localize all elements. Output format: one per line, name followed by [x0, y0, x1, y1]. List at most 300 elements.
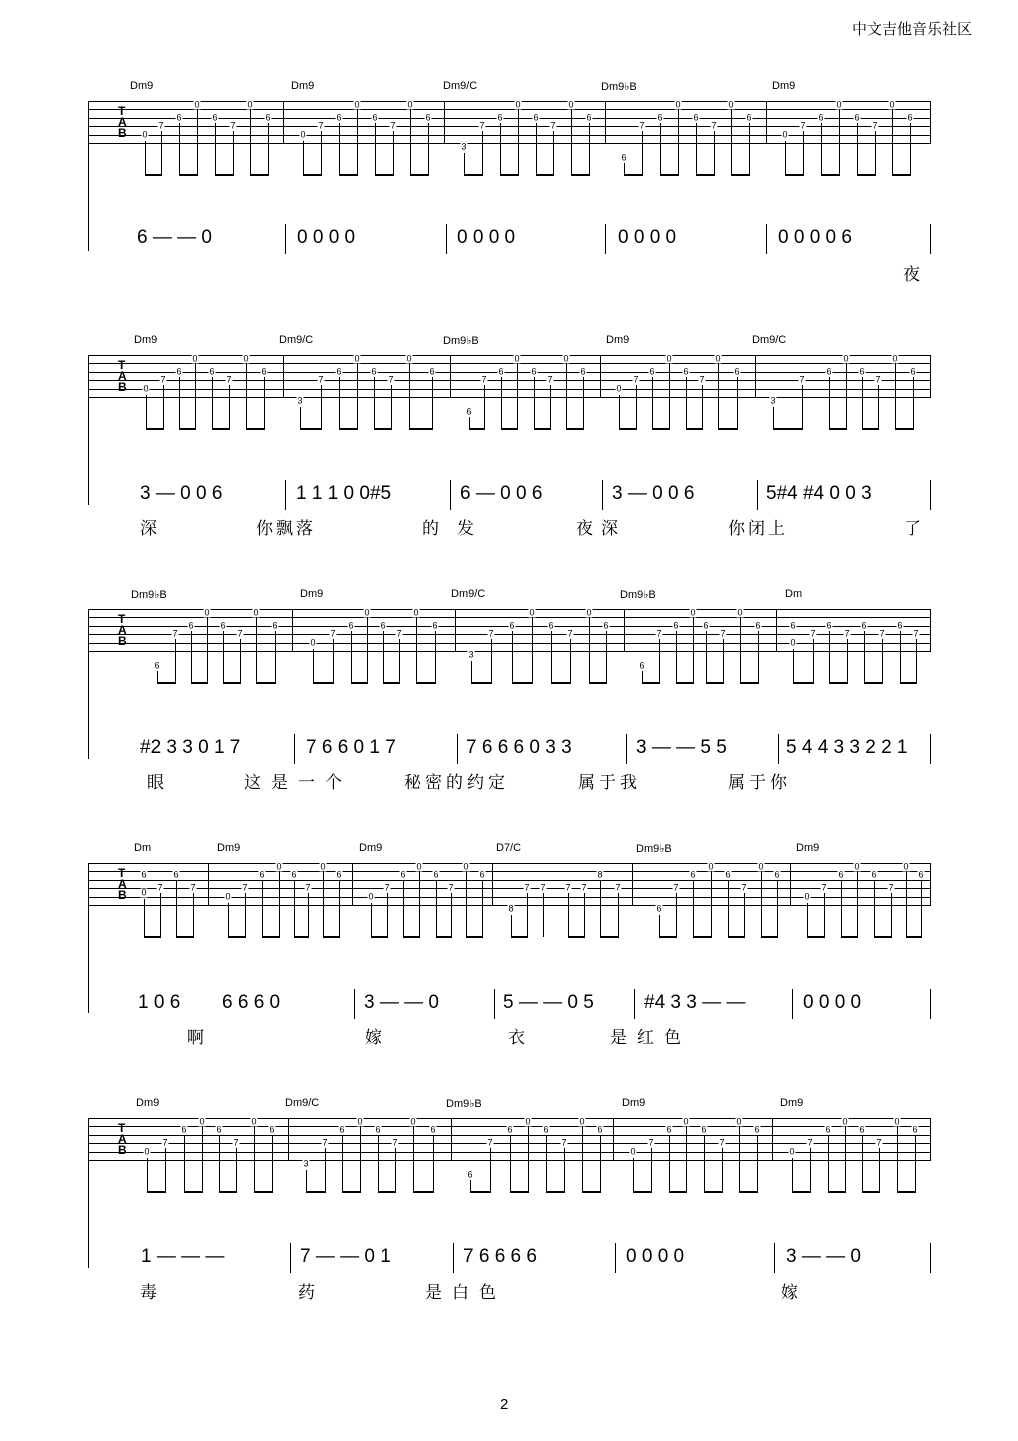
- staff-mark: [387, 893, 388, 937]
- staff-mark: [930, 989, 931, 1019]
- lyric: 夜: [903, 265, 920, 284]
- staff-mark: [774, 1243, 775, 1273]
- staff-mark: [88, 871, 930, 872]
- lyric: 深: [140, 519, 157, 538]
- staff-mark: [857, 871, 858, 937]
- fret-number: 7: [656, 628, 662, 639]
- staff-mark: [494, 989, 495, 1019]
- fret-number: 6: [509, 620, 515, 631]
- fret-number: 6: [918, 869, 924, 880]
- fret-number: 6: [910, 366, 916, 377]
- notation-measure: #2 3 3 0 1 7: [140, 737, 241, 758]
- lyric: 这是一个: [244, 773, 352, 792]
- fret-number: 6: [432, 620, 438, 631]
- fret-number: 6: [141, 869, 147, 880]
- fret-number: 0: [630, 1146, 636, 1157]
- fret-number: 6: [533, 112, 539, 123]
- fret-number: 0: [563, 353, 569, 364]
- fret-number: 6: [154, 660, 160, 671]
- fret-number: 0: [789, 1146, 795, 1157]
- chord: Dm9♭B: [601, 81, 637, 93]
- staff-mark: [686, 377, 687, 429]
- chord: Dm9♭B: [131, 589, 167, 601]
- staff-mark: [195, 363, 196, 429]
- staff-mark: [88, 651, 930, 652]
- fret-number: 6: [656, 903, 662, 914]
- staff-mark: [723, 639, 724, 683]
- fret-number: 6: [666, 1124, 672, 1135]
- fret-number: 7: [233, 1137, 239, 1148]
- staff-mark: [371, 903, 372, 937]
- tab-label: T A B: [118, 358, 127, 394]
- staff-mark: [88, 609, 89, 759]
- staff-mark: [706, 631, 707, 683]
- staff-mark: [669, 1135, 670, 1192]
- lyric: 属于我: [578, 773, 641, 792]
- staff-mark: [416, 682, 436, 684]
- fret-number: 7: [720, 628, 726, 639]
- fret-number: 0: [251, 1116, 257, 1127]
- staff-mark: [157, 682, 176, 684]
- fret-number: 6: [371, 366, 377, 377]
- fret-number: 0: [690, 607, 696, 618]
- fret-number: 7: [481, 374, 487, 385]
- fret-number: 7: [561, 1137, 567, 1148]
- staff-mark: [740, 682, 759, 684]
- staff-mark: [283, 101, 284, 144]
- staff-mark: [605, 101, 606, 144]
- lyric: 秘密的约定: [404, 773, 509, 792]
- staff-mark: [532, 617, 533, 683]
- staff-mark: [484, 385, 485, 429]
- staff-mark: [900, 631, 901, 683]
- fret-number: 0: [568, 99, 574, 110]
- staff-mark: [360, 1126, 361, 1192]
- staff-mark: [223, 682, 241, 684]
- notation-measure: 5 4 4 3 3 2 2 1: [786, 737, 908, 758]
- lyric: 了: [904, 519, 921, 538]
- staff-mark: [606, 631, 607, 683]
- fret-number: 0: [782, 129, 788, 140]
- staff-mark: [212, 428, 230, 430]
- staff-mark: [233, 131, 234, 175]
- staff-mark: [275, 631, 276, 683]
- fret-number: 0: [616, 383, 622, 394]
- fret-number: 3: [297, 395, 303, 406]
- fret-number: 7: [160, 374, 166, 385]
- staff-mark: [633, 1158, 634, 1192]
- fret-number: 3: [770, 395, 776, 406]
- staff-mark: [792, 1158, 793, 1192]
- staff-mark: [875, 131, 876, 175]
- fret-number: 6: [188, 620, 194, 631]
- staff-mark: [202, 1126, 203, 1192]
- fret-number: 0: [804, 891, 810, 902]
- fret-number: 0: [407, 99, 413, 110]
- staff-mark: [584, 893, 585, 937]
- staff-mark: [147, 1158, 148, 1192]
- staff-mark: [785, 141, 786, 175]
- staff-mark: [910, 123, 911, 175]
- fret-number: 7: [237, 628, 243, 639]
- staff-mark: [264, 377, 265, 429]
- staff-mark: [802, 385, 803, 429]
- staff-mark: [776, 609, 777, 652]
- staff-mark: [433, 1135, 434, 1192]
- staff-mark: [88, 880, 930, 881]
- fret-number: 7: [330, 628, 336, 639]
- fret-number: 6: [339, 1124, 345, 1135]
- staff-mark: [913, 377, 914, 429]
- staff-mark: [339, 880, 340, 937]
- fret-number: 6: [269, 1124, 275, 1135]
- staff-mark: [367, 617, 368, 683]
- fret-number: 6: [272, 620, 278, 631]
- staff-mark: [416, 617, 417, 683]
- staff-mark: [568, 893, 569, 937]
- fret-number: 6: [861, 620, 867, 631]
- fret-number: 0: [406, 353, 412, 364]
- fret-number: 7: [230, 120, 236, 131]
- staff-mark: [321, 131, 322, 175]
- staff-mark: [600, 880, 601, 937]
- notation-measure: 3 — 0 0 6: [140, 483, 223, 504]
- fret-number: 6: [754, 1124, 760, 1135]
- staff-mark: [285, 480, 286, 510]
- staff-mark: [891, 893, 892, 937]
- staff-mark: [393, 131, 394, 175]
- staff-mark: [642, 682, 660, 684]
- staff-mark: [352, 863, 353, 906]
- notation-measure: 3 — — 0: [364, 992, 439, 1013]
- fret-number: 0: [892, 353, 898, 364]
- staff-mark: [857, 123, 858, 175]
- staff-mark: [88, 1160, 930, 1161]
- staff-mark: [262, 936, 280, 938]
- chord: Dm9/C: [285, 1097, 320, 1109]
- fret-number: 0: [194, 99, 200, 110]
- staff-mark: [176, 936, 194, 938]
- staff-mark: [228, 936, 246, 938]
- staff-mark: [841, 880, 842, 937]
- notation-measure: 5 — — 0 5: [503, 992, 594, 1013]
- staff-mark: [728, 880, 729, 937]
- staff-mark: [455, 609, 456, 652]
- staff-mark: [897, 1191, 916, 1193]
- staff-mark: [862, 428, 879, 430]
- fret-number: 7: [875, 374, 881, 385]
- fret-number: 6: [755, 620, 761, 631]
- fret-number: 0: [737, 607, 743, 618]
- staff-mark: [256, 682, 276, 684]
- fret-number: 7: [448, 882, 454, 893]
- staff-mark: [339, 123, 340, 175]
- staff-mark: [279, 871, 280, 937]
- tab-label: T A B: [118, 1121, 127, 1157]
- fret-number: 0: [854, 861, 860, 872]
- staff-mark: [306, 1170, 307, 1192]
- staff-mark: [215, 174, 234, 176]
- staff-mark: [527, 893, 528, 937]
- staff-mark: [165, 1148, 166, 1192]
- staff-mark: [824, 893, 825, 937]
- staff-mark: [930, 224, 931, 254]
- fret-number: 6: [265, 112, 271, 123]
- staff-mark: [696, 174, 715, 176]
- chord: Dm9: [606, 334, 630, 346]
- staff-mark: [470, 1191, 491, 1193]
- fret-number: 0: [357, 1116, 363, 1127]
- staff-mark: [693, 617, 694, 683]
- staff-mark: [294, 936, 309, 938]
- fret-number: 6: [548, 620, 554, 631]
- fret-number: 7: [799, 374, 805, 385]
- fret-number: 6: [859, 1124, 865, 1135]
- staff-mark: [383, 682, 400, 684]
- staff-mark: [790, 863, 791, 906]
- staff-mark: [510, 1135, 511, 1192]
- staff-mark: [410, 109, 411, 175]
- fret-number: 6: [497, 112, 503, 123]
- staff-mark: [930, 1243, 931, 1273]
- staff-mark: [272, 1135, 273, 1192]
- staff-mark: [229, 385, 230, 429]
- staff-mark: [88, 101, 930, 102]
- staff-mark: [300, 407, 301, 429]
- staff-mark: [766, 101, 767, 144]
- staff-mark: [399, 639, 400, 683]
- staff-mark: [464, 153, 465, 175]
- fret-number: 0: [142, 129, 148, 140]
- chord: Dm9: [300, 588, 324, 600]
- fret-number: 7: [800, 120, 806, 131]
- staff-mark: [303, 141, 304, 175]
- fret-number: 6: [209, 366, 215, 377]
- chord: Dm9/C: [279, 334, 314, 346]
- staff-mark: [457, 734, 458, 764]
- lyric: 你闭上: [728, 519, 788, 538]
- staff-mark: [511, 936, 528, 938]
- staff-mark: [773, 407, 774, 429]
- staff-mark: [403, 880, 404, 937]
- staff-mark: [197, 109, 198, 175]
- fret-number: 6: [703, 620, 709, 631]
- staff-mark: [536, 123, 537, 175]
- staff-mark: [550, 385, 551, 429]
- fret-number: 6: [580, 366, 586, 377]
- staff-mark: [930, 101, 931, 144]
- fret-number: 6: [479, 869, 485, 880]
- staff-mark: [793, 682, 814, 684]
- staff-mark: [512, 631, 513, 683]
- staff-mark: [469, 428, 485, 430]
- fret-number: 7: [162, 1137, 168, 1148]
- fret-number: 6: [790, 620, 796, 631]
- fret-number: 7: [388, 374, 394, 385]
- fret-number: 7: [639, 120, 645, 131]
- chord: Dm9♭B: [446, 1098, 482, 1110]
- staff-mark: [676, 893, 677, 937]
- staff-mark: [772, 1118, 773, 1161]
- notation-measure: 6 6 6 0: [222, 992, 281, 1013]
- fret-number: 6: [907, 112, 913, 123]
- fret-number: 6: [597, 1124, 603, 1135]
- staff-mark: [88, 1118, 89, 1268]
- fret-number: 6: [380, 620, 386, 631]
- staff-mark: [878, 385, 879, 429]
- fret-number: 8: [597, 869, 603, 880]
- staff-mark: [634, 989, 635, 1019]
- staff-mark: [846, 363, 847, 429]
- staff-mark: [378, 1191, 396, 1193]
- staff-mark: [897, 1126, 898, 1192]
- staff-mark: [930, 1118, 931, 1161]
- chord: Dm9: [134, 334, 158, 346]
- fret-number: 7: [305, 882, 311, 893]
- fret-number: 6: [683, 366, 689, 377]
- staff-mark: [546, 1135, 547, 1192]
- staff-mark: [829, 377, 830, 429]
- staff-mark: [845, 1126, 846, 1192]
- fret-number: 6: [859, 366, 865, 377]
- fret-number: 7: [711, 120, 717, 131]
- staff-mark: [175, 639, 176, 683]
- staff-mark: [895, 428, 914, 430]
- staff-mark: [88, 609, 930, 610]
- staff-mark: [88, 109, 930, 110]
- fret-number: 0: [364, 607, 370, 618]
- notation-measure: 0 0 0 0: [626, 1246, 685, 1267]
- staff-mark: [179, 174, 198, 176]
- fret-number: 7: [807, 1137, 813, 1148]
- fret-number: 0: [141, 887, 147, 898]
- staff-mark: [739, 1126, 740, 1192]
- staff-mark: [696, 123, 697, 175]
- fret-number: 6: [826, 366, 832, 377]
- staff-mark: [342, 1135, 343, 1192]
- fret-number: 3: [303, 1158, 309, 1169]
- fret-number: 0: [675, 99, 681, 110]
- page-number: 2: [500, 1396, 509, 1413]
- staff-mark: [793, 649, 794, 683]
- fret-number: 0: [708, 861, 714, 872]
- staff-mark: [246, 428, 265, 430]
- staff-mark: [626, 734, 627, 764]
- staff-mark: [333, 639, 334, 683]
- staff-mark: [624, 609, 625, 652]
- fret-number: 7: [157, 882, 163, 893]
- staff-mark: [193, 893, 194, 937]
- fret-number: 7: [719, 1137, 725, 1148]
- staff-mark: [323, 871, 324, 937]
- staff-mark: [160, 893, 161, 937]
- staff-mark: [930, 609, 931, 652]
- staff-mark: [619, 395, 620, 429]
- fret-number: 6: [621, 152, 627, 163]
- fret-number: 6: [220, 620, 226, 631]
- staff-mark: [847, 639, 848, 683]
- staff-mark: [313, 649, 314, 683]
- fret-number: 6: [603, 620, 609, 631]
- staff-mark: [88, 1152, 930, 1153]
- fret-number: 6: [372, 112, 378, 123]
- staff-mark: [642, 131, 643, 175]
- fret-number: 6: [746, 112, 752, 123]
- staff-mark: [930, 863, 931, 906]
- staff-mark: [88, 1135, 930, 1136]
- fret-number: 7: [390, 120, 396, 131]
- notation-measure: 3 — — 0: [786, 1246, 861, 1267]
- fret-number: 7: [913, 628, 919, 639]
- staff-mark: [862, 377, 863, 429]
- staff-mark: [413, 1126, 414, 1192]
- staff-mark: [704, 1191, 723, 1193]
- fret-number: 3: [468, 649, 474, 660]
- fret-number: 6: [466, 406, 472, 417]
- chord: Dm9: [136, 1097, 160, 1109]
- fret-number: 6: [261, 366, 267, 377]
- staff-mark: [146, 395, 147, 429]
- fret-number: 7: [888, 882, 894, 893]
- fret-number: 6: [430, 1124, 436, 1135]
- staff-mark: [88, 363, 930, 364]
- staff-mark: [144, 936, 161, 938]
- staff-mark: [714, 131, 715, 175]
- staff-mark: [371, 936, 388, 938]
- staff-mark: [615, 1243, 616, 1273]
- staff-mark: [758, 631, 759, 683]
- staff-mark: [864, 631, 865, 683]
- staff-mark: [236, 1148, 237, 1192]
- staff-mark: [857, 174, 876, 176]
- staff-mark: [374, 377, 375, 429]
- staff-mark: [906, 936, 922, 938]
- staff-mark: [325, 1148, 326, 1192]
- fret-number: 7: [615, 882, 621, 893]
- staff-mark: [636, 385, 637, 429]
- staff-mark: [659, 639, 660, 683]
- staff-mark: [686, 1126, 687, 1192]
- lyric: 属于你: [728, 773, 791, 792]
- fret-number: 0: [903, 861, 909, 872]
- staff-mark: [219, 1135, 220, 1192]
- staff-mark: [651, 1148, 652, 1192]
- fret-number: 7: [384, 882, 390, 893]
- staff-mark: [342, 1191, 361, 1193]
- fret-number: 6: [433, 869, 439, 880]
- staff-mark: [464, 174, 483, 176]
- staff-mark: [246, 363, 247, 429]
- notation-measure: 1 — — —: [141, 1246, 225, 1267]
- staff-mark: [895, 363, 896, 429]
- staff-mark: [450, 480, 451, 510]
- lyric: 嫁: [365, 1028, 382, 1047]
- fret-number: 6: [586, 112, 592, 123]
- fret-number: 6: [176, 112, 182, 123]
- staff-mark: [413, 1191, 434, 1193]
- staff-mark: [757, 1135, 758, 1192]
- fret-number: 0: [247, 99, 253, 110]
- staff-mark: [669, 1191, 687, 1193]
- staff-mark: [184, 1191, 203, 1193]
- staff-mark: [88, 643, 930, 644]
- chord: Dm9: [130, 80, 154, 92]
- staff-mark: [351, 631, 352, 683]
- staff-mark: [375, 123, 376, 175]
- notation-measure: 0 0 0 0 6: [778, 227, 852, 248]
- fret-number: 6: [498, 366, 504, 377]
- staff-mark: [660, 174, 679, 176]
